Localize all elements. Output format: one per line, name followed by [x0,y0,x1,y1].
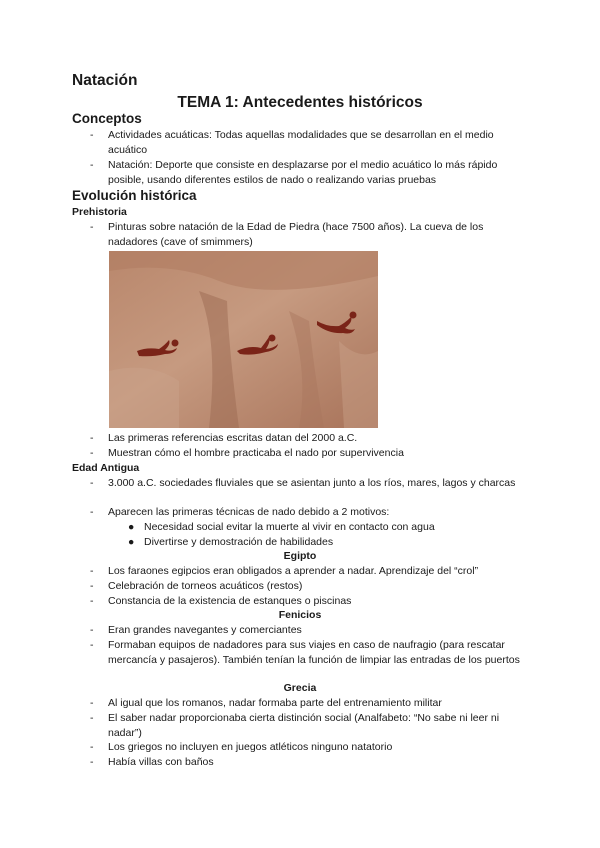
list-item: Constancia de la existencia de estanques o piscinas [108,595,352,607]
dash-marker: - [90,580,94,592]
dash-marker: - [90,741,94,753]
dash-marker: - [90,447,94,459]
dash-marker: - [90,624,94,636]
document-title: Natación [72,72,138,89]
bullet-marker: ● [128,521,135,533]
dash-marker: - [90,595,94,607]
dash-marker: - [90,506,94,518]
dash-marker: - [90,639,94,651]
dash-marker: - [90,477,94,489]
list-item: Eran grandes navegantes y comerciantes [108,624,302,636]
list-item: Las primeras referencias escritas datan del 2000 a.C. [108,432,358,444]
list-item: Formaban equipos de nadadores para sus viajes en caso de naufragio (para rescatar mercancía y pasajeros). También tenían la función de limpiar las entradas de los puertos [108,639,520,666]
topic-title: TEMA 1: Antecedentes históricos [177,94,423,111]
list-item: Había villas con baños [108,756,214,768]
list-item: Al igual que los romanos, nadar formaba parte del entrenamiento militar [108,697,442,709]
dash-marker: - [90,432,94,444]
dash-marker: - [90,697,94,709]
cave-painting-image [109,251,378,428]
list-item: Pinturas sobre natación de la Edad de Piedra (hace 7500 años). La cueva de los nadadores (cave of smimmers) [108,221,484,248]
dash-marker: - [90,159,94,171]
sub-list-item: Necesidad social evitar la muerte al vivir en contacto con agua [144,521,435,533]
list-item: Actividades acuáticas: Todas aquellas modalidades que se desarrollan en el medio acuático [108,129,494,156]
list-item: Natación: Deporte que consiste en desplazarse por el medio acuático lo más rápido posible, usando diferentes estilos de nado o realizando varias pruebas [108,159,498,186]
list-item: Muestran cómo el hombre practicaba el nado por supervivencia [108,447,404,459]
section-heading-conceptos: Conceptos [72,111,142,126]
list-item: 3.000 a.C. sociedades fluviales que se asientan junto a los ríos, mares, lagos y charcas [108,477,516,489]
dash-marker: - [90,712,94,724]
subheading-grecia: Grecia [283,682,317,694]
dash-marker: - [90,129,94,141]
list-item: Celebración de torneos acuáticos (restos) [108,580,303,592]
subheading-prehistoria: Prehistoria [72,206,127,218]
list-item: Los faraones egipcios eran obligados a aprender a nadar. Aprendizaje del “crol” [108,565,479,577]
subheading-fenicios: Fenicios [278,609,322,621]
subheading-egipto: Egipto [283,550,317,562]
dash-marker: - [90,756,94,768]
bullet-marker: ● [128,536,135,548]
list-item: Aparecen las primeras técnicas de nado debido a 2 motivos: [108,506,390,518]
subheading-edad-antigua: Edad Antigua [72,462,140,474]
sub-list-item: Divertirse y demostración de habilidades [144,536,334,548]
section-heading-evolucion: Evolución histórica [72,188,197,203]
list-item: El saber nadar proporcionaba cierta distinción social (Analfabeto: “No sabe ni leer ni nadar”) [108,712,500,739]
list-item: Los griegos no incluyen en juegos atléticos ninguno natatorio [108,741,393,753]
dash-marker: - [90,221,94,233]
dash-marker: - [90,565,94,577]
